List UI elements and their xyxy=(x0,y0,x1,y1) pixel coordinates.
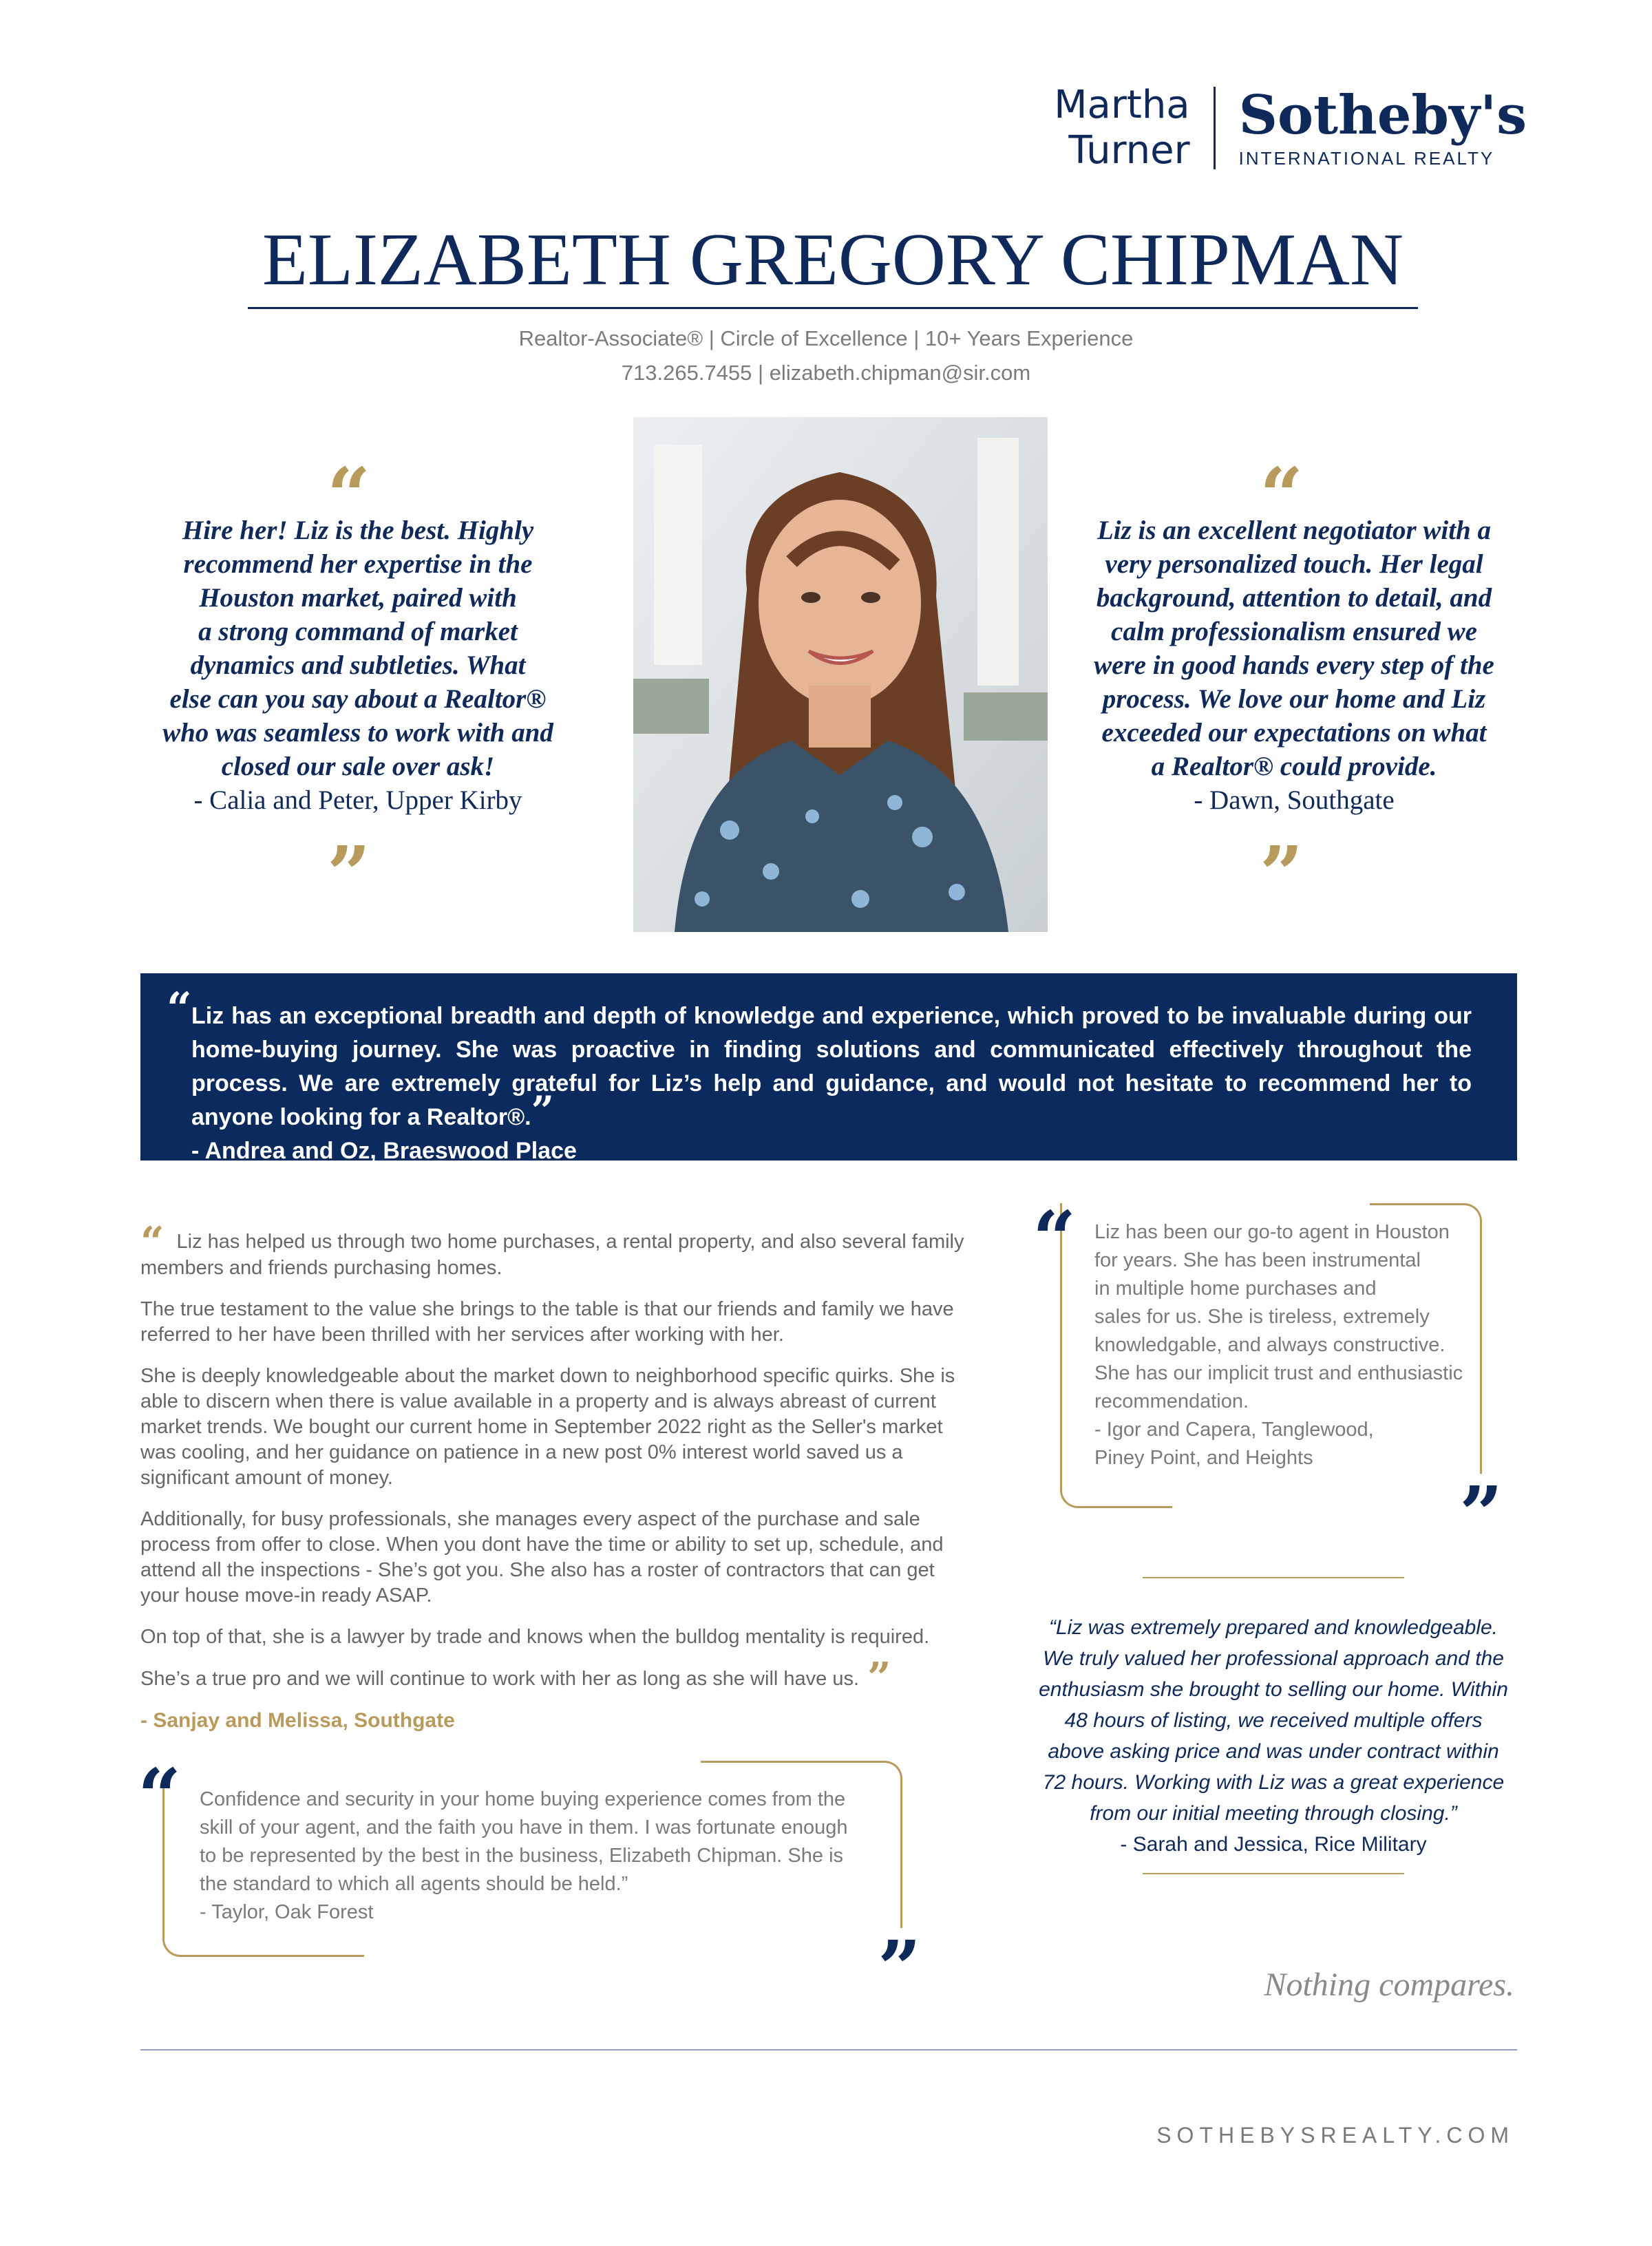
quote-line: a Realtor® could provide. xyxy=(1151,752,1437,781)
close-quote-icon: ” xyxy=(878,1924,922,2013)
quote-line: “Liz was extremely prepared and knowledgeable. xyxy=(1048,1616,1499,1639)
quote-line: Liz is an excellent negotiator with a xyxy=(1097,516,1492,545)
quote-line: recommend her expertise in the xyxy=(183,549,533,579)
quote-line: calm professionalism ensured we xyxy=(1111,617,1477,646)
quote-signature: - Calia and Peter, Upper Kirby xyxy=(193,785,522,815)
quote-line: She has our implicit trust and enthusiastic xyxy=(1094,1362,1463,1384)
close-quote-icon: ” xyxy=(327,829,371,918)
open-quote-icon: “ xyxy=(140,1218,165,1267)
logo-sub: INTERNATIONAL REALTY xyxy=(1238,147,1495,169)
long-paragraph: The true testament to the value she brings to the table is that our friends and family we have referred to her have been thrilled with her services after working with her. xyxy=(140,1298,954,1346)
quote-line: exceeded our expectations on what xyxy=(1101,718,1487,748)
quote-line: Houston market, paired with xyxy=(199,583,517,613)
long-paragraph: She’s a true pro and we will continue to work with her as long as she will have us. xyxy=(140,1668,860,1690)
quote-line: Hire her! Liz is the best. Highly xyxy=(182,516,534,545)
gold-rule-top xyxy=(1143,1577,1404,1578)
quote-line: the standard to which all agents should be held.” xyxy=(200,1873,628,1895)
bottom-rule xyxy=(140,2049,1517,2051)
quote-line: above asking price and was under contract within xyxy=(1048,1740,1499,1763)
gold-rule-bottom xyxy=(1143,1873,1404,1874)
quote-line: dynamics and subtleties. What xyxy=(190,650,526,680)
boxed-quote-left xyxy=(200,1786,895,1927)
quote-line: enthusiasm she brought to selling our home. Within xyxy=(1039,1678,1508,1701)
close-quote-icon: ” xyxy=(1459,1470,1503,1558)
logo-line2: Turner xyxy=(1068,128,1190,173)
quote-line: Piney Point, and Heights xyxy=(1094,1447,1313,1469)
long-paragraph: Liz has helped us through two home purchases, a rental property, and also several family members and friends purchasing homes. xyxy=(140,1231,964,1279)
quote-line: who was seamless to work with and xyxy=(162,718,553,748)
long-testimonial xyxy=(140,1218,968,1749)
quote-line: to be represented by the best in the business, Elizabeth Chipman. She is xyxy=(200,1845,844,1867)
quote-line: else can you say about a Realtor® xyxy=(169,684,547,714)
band-quote xyxy=(191,999,1472,1168)
brand-logo xyxy=(1054,83,1527,173)
quote-line: 48 hours of listing, we received multiple offers xyxy=(1064,1709,1483,1732)
quote-line: from our initial meeting through closing.” xyxy=(1090,1802,1457,1825)
quote-line: - Taylor, Oak Forest xyxy=(200,1901,374,1923)
quote-line: closed our sale over ask! xyxy=(221,752,495,781)
quote-left xyxy=(151,513,564,817)
quote-line: We truly valued her professional approach and the xyxy=(1043,1647,1504,1670)
quote-line: in multiple home purchases and xyxy=(1094,1278,1377,1300)
quote-line: very personalized touch. Her legal xyxy=(1105,549,1483,579)
quote-line: Confidence and security in your home buying experience comes from the xyxy=(200,1788,846,1810)
open-quote-icon: “ xyxy=(167,983,192,1035)
long-signature: - Sanjay and Melissa, Southgate xyxy=(140,1709,455,1732)
close-quote-icon: ” xyxy=(1260,829,1304,918)
featured-testimonial-band xyxy=(140,973,1517,1164)
portrait-illustration xyxy=(633,417,1048,932)
quote-line: Liz has been our go-to agent in Houston xyxy=(1094,1221,1450,1243)
long-paragraph: On top of that, she is a lawyer by trade and knows when the bulldog mentality is required. xyxy=(140,1626,930,1648)
logo-line1: Martha xyxy=(1054,83,1190,127)
quote-line: sales for us. She is tireless, extremely xyxy=(1094,1306,1430,1328)
logo-sothebys xyxy=(1216,83,1527,169)
tagline: Nothing compares. xyxy=(1264,1967,1514,2003)
quote-line: background, attention to detail, and xyxy=(1096,583,1492,613)
quote-right xyxy=(1081,513,1507,817)
logo-brand: Sotheby's xyxy=(1238,83,1527,147)
title-rule xyxy=(248,307,1418,309)
long-paragraph: Additionally, for busy professionals, she manages every aspect of the purchase and sale process from offer to close. When you dont have the time or ability to set up, schedule, and attend all the inspections - She’s got you. She also has a roster of contractors that can get your house move-in ready ASAP. xyxy=(140,1508,944,1607)
agent-portrait xyxy=(633,417,1048,932)
quote-line: - Igor and Capera, Tanglewood, xyxy=(1094,1419,1374,1441)
logo-martha-turner xyxy=(1054,83,1213,173)
quote-line: 72 hours. Working with Liz was a great experience xyxy=(1042,1771,1505,1794)
agent-name: ELIZABETH GREGORY CHIPMAN xyxy=(262,219,1404,301)
website-link[interactable]: SOTHEBYSREALTY.COM xyxy=(1156,2123,1514,2148)
quote-line: a strong command of market xyxy=(198,617,518,646)
quote-line: were in good hands every step of the xyxy=(1094,650,1494,680)
band-quote-signature: - Andrea and Oz, Braeswood Place xyxy=(191,1138,577,1164)
quote-line: knowledgable, and always constructive. xyxy=(1094,1334,1446,1356)
agent-contact[interactable]: 713.265.7455 | elizabeth.chipman@sir.com xyxy=(621,361,1031,385)
band-quote-text: Liz has an exceptional breadth and depth of knowledge and experience, which proved to be invaluable during our home-buying journey. She was proactive in finding solutions and communicated effectively throughout the process. We are extremely grateful for Liz’s help and guidance, and would not hesitate to recommend her to anyone looking for a Realtor®. xyxy=(191,1003,1472,1130)
quote-line: skill of your agent, and the faith you have in them. I was fortunate enough xyxy=(200,1816,848,1839)
agent-credentials: Realtor-Associate® | Circle of Excellence | 10+ Years Experience xyxy=(518,326,1134,350)
open-quote-icon: “ xyxy=(327,451,371,540)
center-quote xyxy=(1032,1612,1514,1860)
open-quote-icon: “ xyxy=(1032,1194,1077,1283)
open-quote-icon: “ xyxy=(138,1752,182,1841)
boxed-quote-right xyxy=(1094,1218,1480,1472)
long-paragraph: She is deeply knowledgeable about the market down to neighborhood specific quirks. She is able to discern when there is value available in a property and is always abreast of current market trends. We bought our current home in September 2022 right as the Seller's market was cooling, and her guidance on patience in a new post 0% interest world saved us a significant amount of money. xyxy=(140,1365,955,1489)
close-quote-icon: ” xyxy=(867,1654,891,1702)
quote-line: for years. She has been instrumental xyxy=(1094,1249,1421,1271)
quote-line: process. We love our home and Liz xyxy=(1102,684,1486,714)
open-quote-icon: “ xyxy=(1260,451,1304,540)
quote-signature: - Dawn, Southgate xyxy=(1194,785,1395,815)
close-quote-icon: ” xyxy=(531,1088,554,1134)
quote-signature: - Sarah and Jessica, Rice Military xyxy=(1120,1833,1427,1856)
quote-line: recommendation. xyxy=(1094,1390,1249,1412)
